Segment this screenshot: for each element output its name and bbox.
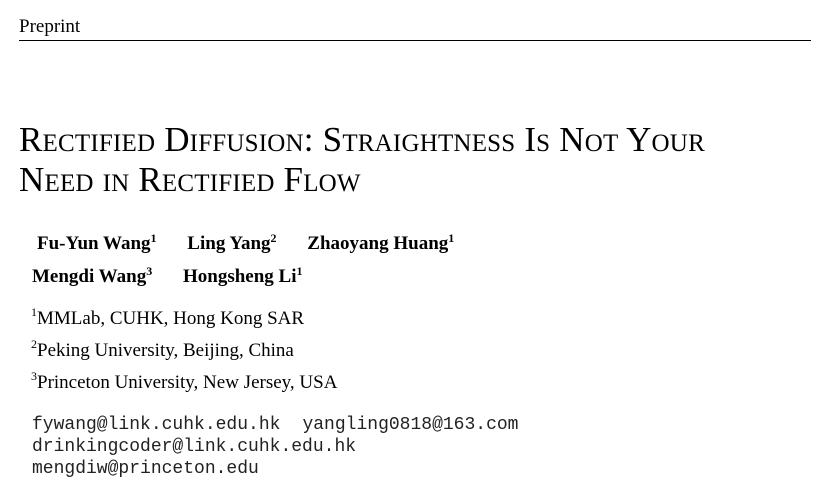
running-header: Preprint [19, 16, 81, 37]
header-divider [19, 40, 811, 41]
affiliation-text: Peking University, Beijing, China [37, 340, 294, 361]
email-line-2 [32, 436, 519, 458]
affiliation-marker: 1 [296, 264, 303, 278]
title-line-2: Need in Rectified Flow [19, 160, 361, 199]
author-name: Mengdi Wang [32, 266, 147, 287]
email-link[interactable]: yangling0818@163.com [302, 415, 519, 435]
affiliation-text: Princeton University, New Jersey, USA [37, 372, 338, 393]
author-list-row-1 [32, 233, 454, 255]
affiliation-marker: 3 [146, 264, 153, 278]
affiliation [31, 305, 305, 330]
author [32, 266, 152, 288]
email-link[interactable]: fywang@link.cuhk.edu.hk [32, 415, 281, 435]
email-line-3 [32, 458, 519, 480]
affiliation [31, 369, 338, 394]
affiliation [31, 337, 294, 362]
author [183, 266, 303, 288]
paper-title [19, 120, 819, 200]
email-link[interactable]: mengdiw@princeton.edu [32, 459, 259, 479]
author-name: Ling Yang [187, 233, 271, 254]
affiliation-marker: 1 [448, 231, 455, 245]
author-name: Fu-Yun Wang [37, 233, 151, 254]
email-line-1 [32, 414, 519, 436]
title-line-1: Rectified Diffusion: Straightness Is Not Your [19, 120, 705, 159]
affiliation-marker: 2 [270, 231, 277, 245]
author [187, 233, 276, 255]
author-name: Hongsheng Li [182, 266, 297, 287]
affiliation-marker: 1 [31, 305, 37, 319]
email-block [32, 414, 519, 480]
affiliation-marker: 2 [31, 337, 37, 351]
author-name: Zhaoyang Huang [307, 233, 449, 254]
affiliation-marker: 1 [150, 231, 157, 245]
affiliation-marker: 3 [31, 369, 37, 383]
affiliation-text: MMLab, CUHK, Hong Kong SAR [37, 308, 305, 329]
author-list-row-2 [32, 266, 302, 288]
email-link[interactable]: drinkingcoder@link.cuhk.edu.hk [32, 437, 357, 457]
author [307, 233, 454, 255]
author [37, 233, 157, 255]
